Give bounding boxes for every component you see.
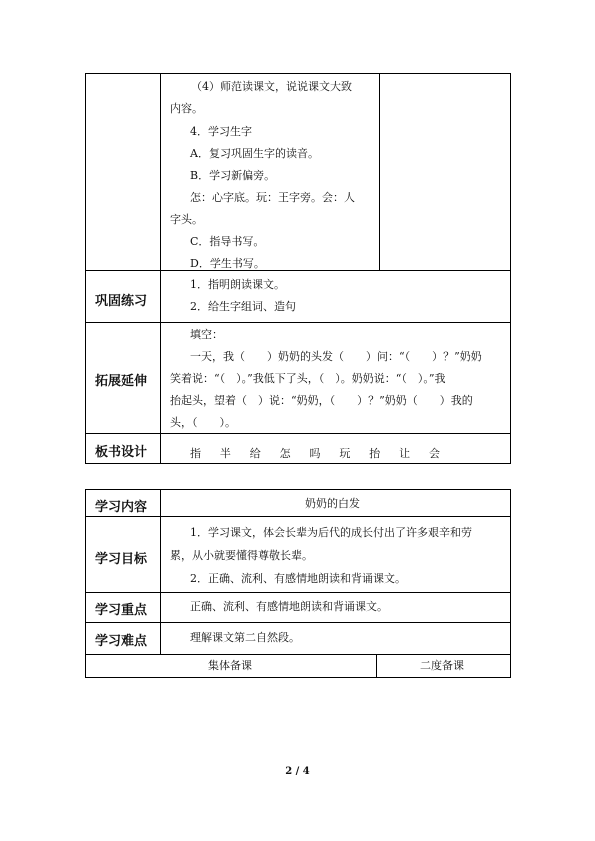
t2-row-divider-3 [85, 622, 511, 623]
t1-top-border [85, 73, 511, 74]
board-char: 让 [399, 447, 411, 460]
board-characters [190, 445, 440, 461]
practice-line: 2．给生字组词、造句 [190, 300, 296, 313]
practice-line: 1．指明朗读课文。 [190, 278, 285, 291]
board-char: 半 [219, 447, 231, 460]
t1-notes-column-divider [379, 73, 380, 270]
t2-label-column-divider [160, 489, 161, 655]
teaching-line: 怎：心字底。玩：王字旁。会：人 [190, 191, 355, 204]
t1-left-border [85, 73, 86, 464]
t2-row-divider-4 [85, 654, 511, 655]
board-char: 抬 [369, 447, 381, 460]
board-char: 指 [190, 447, 201, 460]
t1-row-divider-1 [85, 270, 511, 271]
board-char: 会 [429, 447, 440, 460]
t2-bottom-border [85, 677, 511, 678]
board-header: 板书设计 [95, 445, 148, 460]
t2-right-border [510, 489, 511, 678]
teaching-line: 4．学习生字 [190, 125, 252, 138]
t2-row-divider-2 [85, 592, 511, 593]
teaching-line: 字头。 [170, 213, 203, 226]
t1-row-divider-2 [85, 322, 511, 323]
key-points-header: 学习重点 [95, 603, 148, 618]
extension-header: 拓展延伸 [95, 374, 148, 389]
extension-line: 头，（ ）。 [170, 416, 236, 429]
teaching-line: B．学习新偏旁。 [190, 169, 276, 182]
collective-prep-label: 集体备课 [208, 659, 252, 672]
difficulties-header: 学习难点 [95, 634, 148, 649]
second-prep-label: 二度备课 [420, 659, 464, 672]
t1-label-column-divider [160, 73, 161, 464]
goals-line: 1．学习课文，体会长辈为后代的成长付出了许多艰辛和劳 [190, 526, 472, 539]
extension-line: 笑着说：“（ ）。”我低下了头，（ ）。奶奶说：“（ ）。”我 [170, 372, 446, 385]
t2-bottom-column-divider [376, 654, 377, 677]
board-char: 怎 [279, 447, 291, 460]
teaching-line: A．复习巩固生字的读音。 [190, 147, 319, 160]
t1-right-border [510, 73, 511, 464]
board-char: 吗 [309, 447, 321, 460]
practice-header: 巩固练习 [95, 294, 148, 309]
content-header: 学习内容 [95, 500, 148, 515]
extension-line: 一天，我（ ）奶奶的头发（ ）问：“（ ）？”奶奶 [190, 350, 482, 363]
teaching-line: 内容。 [170, 102, 203, 115]
page-number: 2 / 4 [285, 766, 310, 777]
t2-left-border [85, 489, 86, 678]
goals-header: 学习目标 [95, 552, 148, 567]
t1-row-divider-3 [85, 433, 511, 434]
t1-bottom-border [85, 463, 511, 464]
board-char: 给 [249, 447, 261, 460]
extension-line: 抬起头，望着（ ）说：“奶奶，（ ）？”奶奶（ ）我的 [170, 394, 473, 407]
goals-line: 2．正确、流利、有感情地朗读和背诵课文。 [190, 572, 406, 585]
t2-row-divider-1 [85, 516, 511, 517]
teaching-line: C．指导书写。 [190, 235, 265, 248]
t2-top-border [85, 489, 511, 490]
board-char: 玩 [339, 447, 351, 460]
extension-line: 填空： [190, 328, 223, 341]
lesson-title: 奶奶的白发 [305, 497, 360, 510]
teaching-line: （4）师范读课文，说说课文大致 [191, 80, 352, 93]
goals-line: 累，从小就要懂得尊敬长辈。 [170, 549, 313, 562]
difficulties-text: 理解课文第二自然段。 [190, 631, 300, 644]
teaching-line: D．学生书写。 [190, 257, 265, 270]
key-points-text: 正确、流利、有感情地朗读和背诵课文。 [190, 600, 388, 613]
